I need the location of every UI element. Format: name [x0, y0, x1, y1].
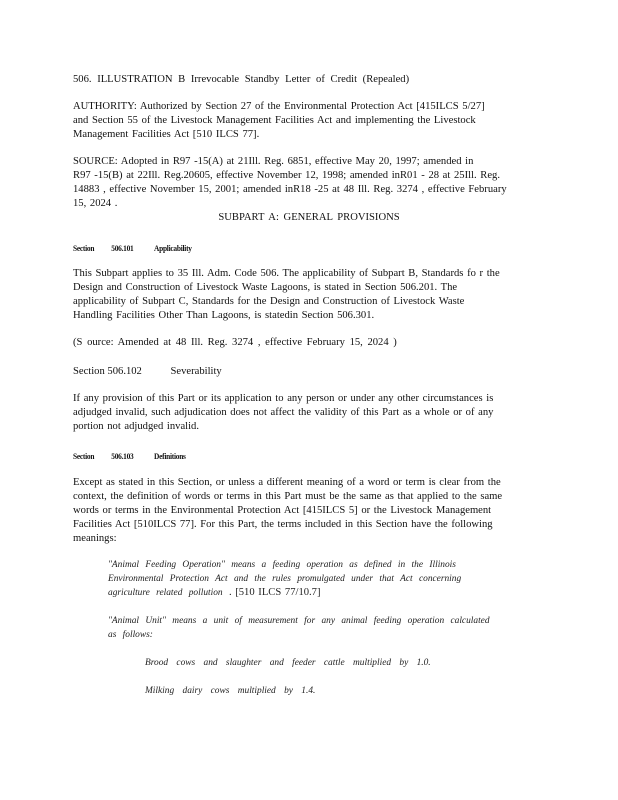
- source-line: SOURCE: Adopted in R97 -15(A) at 21Ill. Reg. 6851, effective May 20, 1997; amended in: [73, 156, 474, 167]
- paragraph-line: applicability of Subpart C, Standards for the Design and Construction of Livestock Waste: [73, 296, 465, 307]
- animal-unit-item: Milking dairy cows multiplied by 1.4.: [145, 686, 316, 696]
- section-heading-506-102: [73, 365, 541, 379]
- paragraph-line: words or terms in the Environmental Protection Act [415ILCS 5] or the Livestock Management: [73, 505, 492, 516]
- animal-unit-item: Brood cows and slaughter and feeder cattle multiplied by 1.0.: [145, 658, 431, 668]
- definition-line: [108, 586, 538, 601]
- authority-note: [73, 100, 541, 142]
- definition-animal-feeding-operation: [108, 559, 538, 601]
- definitions-paragraph: [73, 476, 541, 546]
- section-heading-506-101: [73, 241, 192, 255]
- paragraph-line: portion not adjudged invalid.: [73, 421, 199, 432]
- page-title: 506. ILLUSTRATION B Irrevocable Standby Letter of Credit (Repealed): [73, 74, 410, 85]
- paragraph-line: adjudged invalid, such adjudication does not affect the validity of this Part as a whole or of any: [73, 407, 494, 418]
- section-title: Severability: [170, 366, 222, 377]
- section-source-note: (S ource: Amended at 48 Ill. Reg. 3274 , effective February 15, 2024 ): [73, 337, 397, 348]
- definition-line: "Animal Unit" means a unit of measurement for any animal feeding operation calculated: [108, 616, 490, 626]
- section-title: Applicability: [154, 243, 192, 253]
- statute-citation: . [510 ILCS 77/10.7]: [228, 587, 321, 598]
- paragraph-line: Except as stated in this Section, or unless a different meaning of a word or term is clear from the: [73, 477, 501, 488]
- section-label: Section: [73, 451, 95, 461]
- source-line: 15, 2024 .: [73, 198, 118, 209]
- definition-text: agriculture related pollution: [108, 588, 223, 598]
- paragraph-line: If any provision of this Part or its application to any person or under any other circumstances is: [73, 393, 494, 404]
- paragraph-line: This Subpart applies to 35 Ill. Adm. Code 506. The applicability of Subpart B, Standards fo r the: [73, 268, 500, 279]
- source-line: R97 -15(B) at 22Ill. Reg.20605, effective November 12, 1998; amended inR01 - 28 at 25Ill. Reg.: [73, 170, 500, 181]
- definition-line: as follows:: [108, 629, 153, 640]
- authority-line: and Section 55 of the Livestock Management Facilities Act and implementing the Livestock: [73, 115, 476, 126]
- source-note: [73, 155, 541, 211]
- subpart-heading: SUBPART A: GENERAL PROVISIONS: [218, 212, 400, 223]
- paragraph-line: Handling Facilities Other Than Lagoons, is statedin Section 506.301.: [73, 310, 375, 321]
- authority-line: Management Facilities Act [510 ILCS 77].: [73, 129, 260, 140]
- section-heading-506-103: [73, 449, 186, 463]
- applicability-paragraph: [73, 267, 541, 323]
- definition-line: Environmental Protection Act and the rules promulgated under that Act concerning: [108, 573, 462, 584]
- section-label: Section: [73, 243, 95, 253]
- source-line: 14883 , effective November 15, 2001; amended inR18 -25 at 48 Ill. Reg. 3274 , effective February: [73, 184, 507, 195]
- definition-line: "Animal Feeding Operation" means a feeding operation as defined in the Illinois: [108, 560, 456, 570]
- paragraph-line: context, the definition of words or terms in this Part must be the same as that applied to the same: [73, 491, 503, 502]
- paragraph-line: meanings:: [73, 533, 117, 544]
- authority-line: AUTHORITY: Authorized by Section 27 of the Environmental Protection Act [415ILCS 5/27]: [73, 101, 485, 112]
- section-label: Section 506.102: [73, 366, 142, 377]
- definition-animal-unit: [108, 615, 538, 642]
- section-title: Definitions: [154, 451, 186, 461]
- paragraph-line: Facilities Act [510ILCS 77]. For this Part, the terms included in this Section have the following: [73, 519, 493, 530]
- severability-paragraph: [73, 392, 541, 434]
- section-number: 506.101: [111, 243, 134, 253]
- section-number: 506.103: [111, 451, 134, 461]
- paragraph-line: Design and Construction of Livestock Waste Lagoons, is stated in Section 506.201. The: [73, 282, 458, 293]
